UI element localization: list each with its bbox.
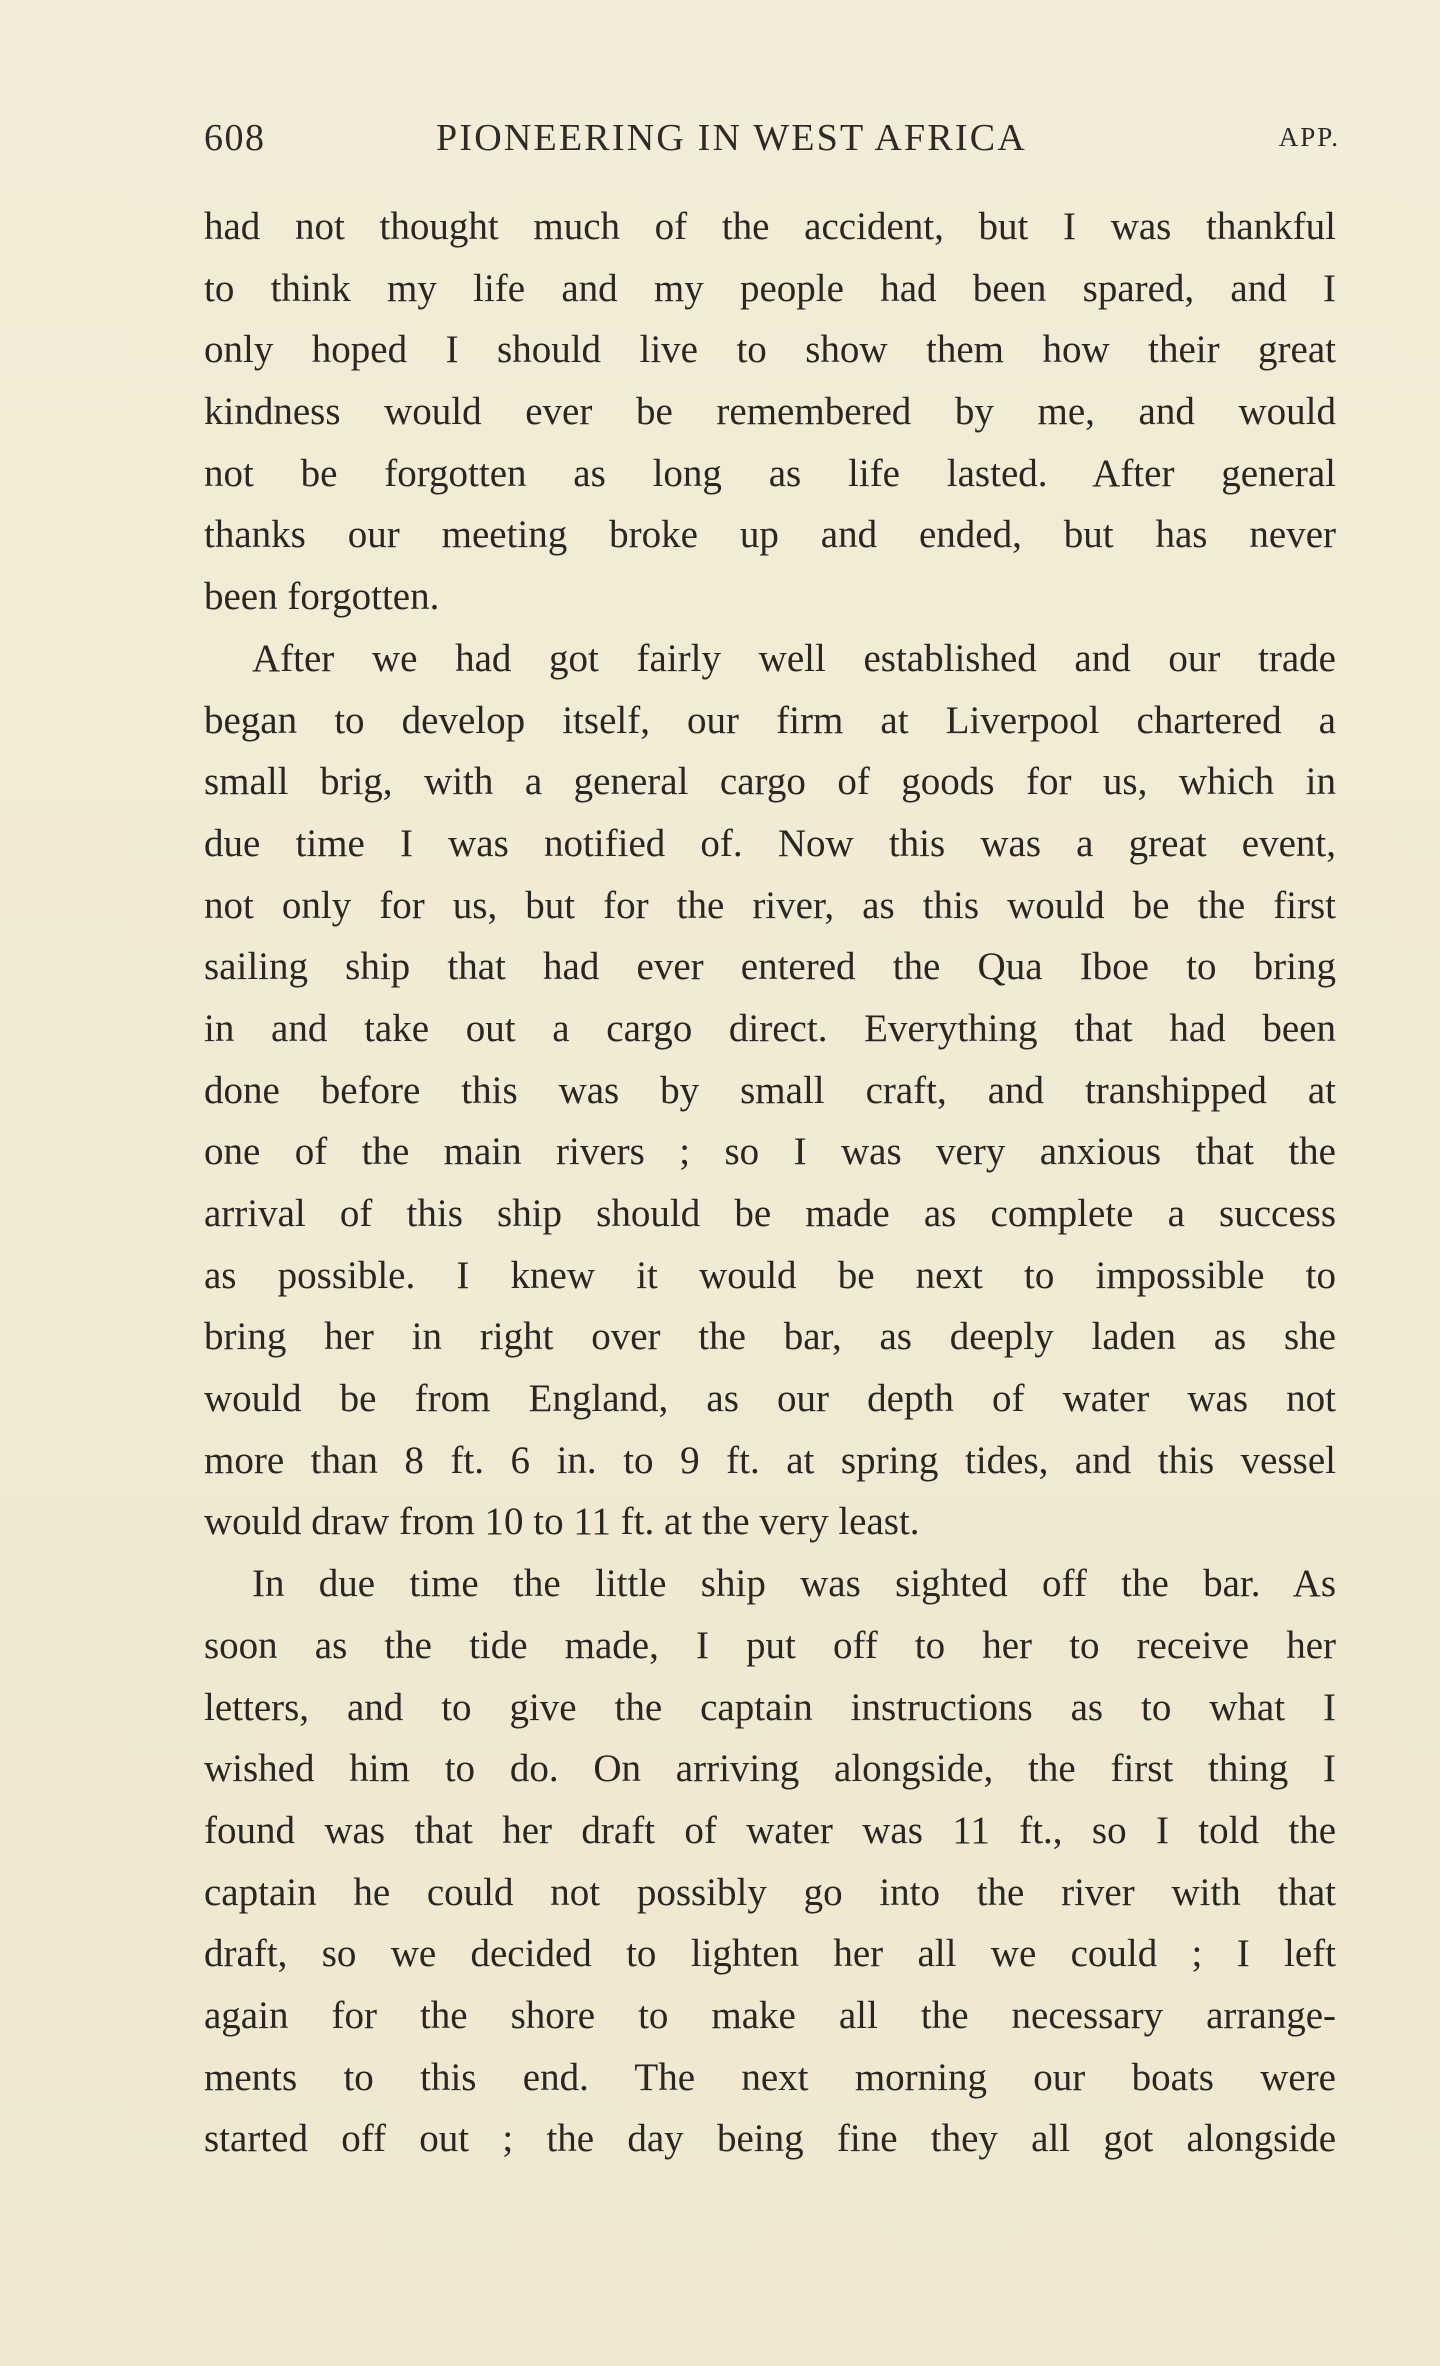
- text-line: letters, and to give the captain instructions as to what I: [204, 1685, 1336, 1729]
- text-line: sailing ship that had ever entered the Qua Iboe to bring: [204, 945, 1336, 989]
- running-title: PIONEERING IN WEST AFRICA: [436, 117, 1027, 159]
- text-line: thanks our meeting broke up and ended, but has never: [204, 513, 1336, 557]
- text-line: arrival of this ship should be made as complete a success: [204, 1192, 1336, 1235]
- text-line: as possible. I knew it would be next to impossible to: [204, 1253, 1336, 1297]
- text-line: done before this was by small craft, and transhipped at: [204, 1068, 1336, 1112]
- text-line: soon as the tide made, I put off to her to receive her: [204, 1623, 1336, 1667]
- text-line: kindness would ever be remembered by me, and would: [204, 390, 1336, 434]
- text-line: began to develop itself, our firm at Liverpool chartered a: [204, 698, 1336, 742]
- text-line: had not thought much of the accident, but I was thankful: [204, 205, 1336, 248]
- text-line: After we had got fairly well established and our trade: [252, 636, 1336, 680]
- text-line: captain he could not possibly go into the river with that: [204, 1870, 1336, 1914]
- page-header: [204, 106, 1344, 166]
- text-line: been forgotten.: [204, 575, 440, 619]
- text-line: found was that her draft of water was 11 ft., so I told the: [204, 1808, 1336, 1852]
- text-line: more than 8 ft. 6 in. to 9 ft. at spring tides, and this vessel: [204, 1438, 1336, 1482]
- text-line: not only for us, but for the river, as this would be the first: [204, 883, 1336, 927]
- page-number: 608: [204, 117, 266, 159]
- text-line: again for the shore to make all the necessary arrange-: [204, 1993, 1336, 2037]
- text-line: only hoped I should live to show them how their great: [204, 328, 1336, 372]
- text-line: In due time the little ship was sighted off the bar. As: [252, 1562, 1336, 1606]
- body-text: [204, 196, 1336, 2170]
- text-line: to think my life and my people had been spared, and I: [204, 266, 1336, 310]
- text-line: not be forgotten as long as life lasted. After general: [204, 451, 1336, 495]
- text-line: ments to this end. The next morning our boats were: [204, 2055, 1336, 2099]
- text-line: bring her in right over the bar, as deeply laden as she: [204, 1315, 1336, 1359]
- text-line: would draw from 10 to 11 ft. at the very least.: [204, 1500, 920, 1544]
- text-line: draft, so we decided to lighten her all we could ; I left: [204, 1932, 1336, 1976]
- text-line: started off out ; the day being fine they all got alongside: [204, 2117, 1336, 2161]
- text-line: wished him to do. On arriving alongside, the first thing I: [204, 1747, 1336, 1791]
- text-line: small brig, with a general cargo of goods for us, which in: [204, 760, 1336, 804]
- section-mark: APP.: [1278, 122, 1340, 152]
- text-line: one of the main rivers ; so I was very anxious that the: [204, 1130, 1336, 1174]
- text-line: due time I was notified of. Now this was a great event,: [204, 821, 1336, 865]
- text-line: would be from England, as our depth of water was not: [204, 1377, 1336, 1421]
- text-line: in and take out a cargo direct. Everything that had been: [204, 1006, 1336, 1050]
